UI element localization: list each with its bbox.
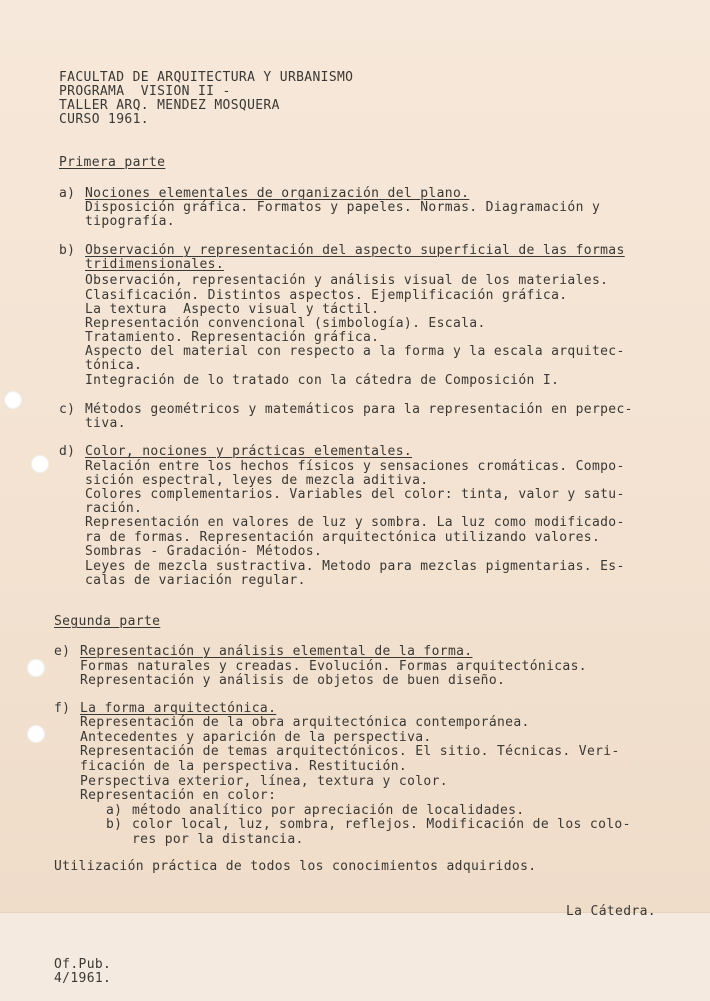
item-f-sub-a: método analítico por apreciación de localidades. (132, 803, 525, 818)
signature: La Cátedra. (566, 904, 656, 919)
punch-hole (27, 659, 45, 677)
header-program: PROGRAMA VISION II - (59, 84, 231, 99)
item-d-line: Relación entre los hechos físicos y sensaciones cromáticas. Compo- (85, 459, 625, 474)
item-f-line: Representación en color: (80, 788, 277, 803)
part2-title: Segunda parte (54, 614, 161, 629)
item-f-line: Perspectiva exterior, línea, textura y color. (80, 774, 448, 789)
item-b-line: Integración de lo tratado con la cátedra de Composición I. (85, 373, 560, 388)
header-course: CURSO 1961. (59, 112, 149, 127)
item-f-line: Representación de temas arquitectónicos. El sitio. Técnicas. Veri- (80, 744, 620, 759)
item-f-sub-b: res por la distancia. (132, 832, 304, 847)
item-e-marker: e) (54, 644, 71, 659)
part1-title: Primera parte (59, 155, 166, 170)
item-a-marker: a) (59, 186, 76, 201)
item-b-heading: Observación y representación del aspecto superficial de las formas (85, 243, 625, 258)
item-b-line: Clasificación. Distintos aspectos. Ejemplificación gráfica. (85, 288, 568, 303)
item-f-sub-b: color local, luz, sombra, reflejos. Modificación de los colo- (132, 817, 631, 832)
item-c-line: tiva. (85, 416, 126, 431)
punch-hole (31, 455, 49, 473)
item-d-line: Leyes de mezcla sustractiva. Metodo para mezclas pigmentarias. Es- (85, 559, 625, 574)
item-a-line: tipografía. (85, 214, 175, 229)
item-d-heading: Color, nociones y prácticas elementales. (85, 444, 413, 459)
item-d-line: sición espectral, leyes de mezcla aditiva. (85, 473, 429, 488)
item-b-line: Representación convencional (simbología). Escala. (85, 316, 486, 331)
item-e-heading: Representación y análisis elemental de la forma. (80, 644, 473, 659)
item-d-line: Representación en valores de luz y sombra. La luz como modificado- (85, 515, 625, 530)
item-b-line: La textura Aspecto visual y táctil. (85, 302, 380, 317)
item-b-marker: b) (59, 243, 76, 258)
item-d-marker: d) (59, 444, 76, 459)
header-workshop: TALLER ARQ. MENDEZ MOSQUERA (59, 98, 280, 113)
item-a-line: Disposición gráfica. Formatos y papeles. Normas. Diagramación y (85, 200, 601, 215)
item-b-heading: tridimensionales. (85, 257, 225, 272)
item-b-line: Aspecto del material con respecto a la forma y la escala arquitec- (85, 344, 625, 359)
footer-date: 4/1961. (54, 971, 112, 986)
item-c-marker: c) (59, 402, 76, 417)
item-b-line: Tratamiento. Representación gráfica. (85, 330, 380, 345)
item-a-heading: Nociones elementales de organización del plano. (85, 186, 470, 201)
item-e-line: Formas naturales y creadas. Evolución. Formas arquitectónicas. (80, 659, 587, 674)
item-c-line: Métodos geométricos y matemáticos para la representación en perpec- (85, 402, 633, 417)
closing-line: Utilización práctica de todos los conocimientos adquiridos. (54, 859, 537, 874)
item-d-line: Sombras - Gradación- Métodos. (85, 544, 323, 559)
item-f-heading: La forma arquitectónica. (80, 701, 277, 716)
item-f-sub-a-marker: a) (106, 803, 123, 818)
item-d-line: Colores complementarios. Variables del color: tinta, valor y satu- (85, 487, 625, 502)
item-f-marker: f) (54, 701, 71, 716)
item-f-sub-b-marker: b) (106, 817, 123, 832)
footer-publication: Of.Pub. (54, 957, 112, 972)
item-f-line: Antecedentes y aparición de la perspectiva. (80, 730, 432, 745)
header-faculty: FACULTAD DE ARQUITECTURA Y URBANISMO (59, 70, 354, 85)
item-d-line: ración. (85, 501, 143, 516)
item-d-line: ra de formas. Representación arquitectónica utilizando valores. (85, 530, 601, 545)
punch-hole (27, 725, 45, 743)
item-b-line: tónica. (85, 358, 143, 373)
item-f-line: ficación de la perspectiva. Restitución. (80, 759, 408, 774)
item-b-line: Observación, representación y análisis visual de los materiales. (85, 273, 609, 288)
item-e-line: Representación y análisis de objetos de buen diseño. (80, 673, 506, 688)
item-d-line: calas de variación regular. (85, 573, 306, 588)
punch-hole (4, 391, 22, 409)
item-f-line: Representación de la obra arquitectónica contemporánea. (80, 715, 530, 730)
